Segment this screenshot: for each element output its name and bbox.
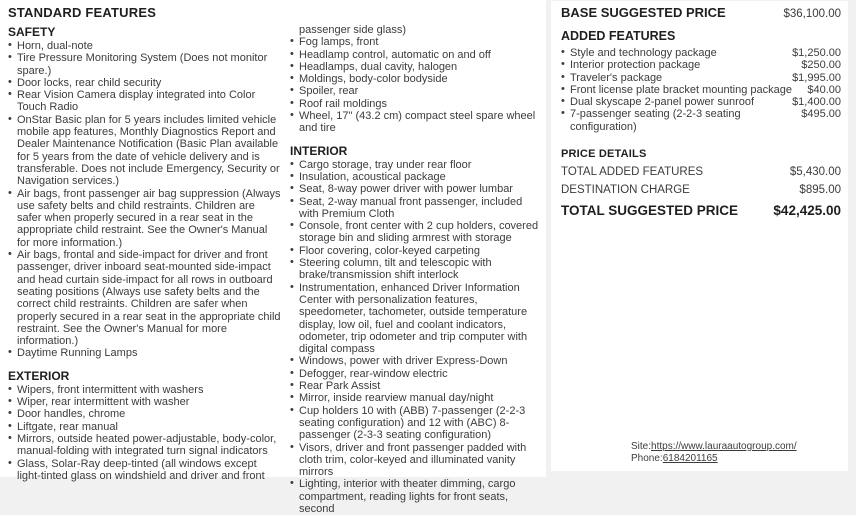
standard-features-title: STANDARD FEATURES — [8, 5, 157, 20]
feature-item: • Spoiler, rear — [290, 85, 542, 97]
total-suggested-price-label: TOTAL SUGGESTED PRICE — [561, 203, 739, 219]
total-suggested-price-amount: $42,425.00 — [773, 203, 841, 219]
feature-item: • Rear Vision Camera display integrated into Color Touch Radio — [8, 89, 282, 114]
feature-item: • Wheel, 17" (43.2 cm) compact steel spare wheel and tire — [290, 110, 542, 135]
feature-item: • Air bags, front passenger air bag suppression (Always use safety belts and child restraints. Children are safer when properly secured in a rear seat in the appropriate child restraint. See the Owner's Manual for more information.) — [8, 188, 282, 249]
price-line-item — [561, 108, 841, 133]
phone-label: Phone: — [631, 453, 663, 464]
interior-heading: INTERIOR — [290, 143, 348, 158]
price-details-heading: PRICE DETAILS — [561, 148, 647, 161]
feature-item: • Insulation, acoustical package — [290, 171, 542, 183]
feature-item: • Moldings, body-color bodyside — [290, 73, 542, 85]
base-price-amount: $36,100.00 — [783, 8, 841, 20]
phone-line — [631, 453, 797, 465]
price-item-amount: $1,995.00 — [792, 71, 841, 84]
feature-item: • Visors, driver and front passenger padded with cloth trim, color-keyed and illuminated vanity mirrors — [290, 442, 542, 479]
base-price-label: BASE SUGGESTED PRICE — [561, 5, 726, 20]
interior-feature-list — [290, 159, 542, 515]
price-item-amount: $40.00 — [807, 83, 841, 96]
feature-item: • Floor covering, color-keyed carpeting — [290, 245, 542, 257]
feature-item: • Seat, 8-way power driver with power lumbar — [290, 183, 542, 195]
base-price-row — [561, 5, 841, 20]
destination-charge-label: DESTINATION CHARGE — [561, 184, 690, 197]
price-item-amount: $250.00 — [801, 59, 841, 72]
added-features-heading: ADDED FEATURES — [561, 29, 676, 43]
dealer-contact-block — [631, 441, 797, 465]
feature-item: • Headlamp control, automatic on and off — [290, 49, 542, 61]
feature-item: • Wipers, front intermittent with washers — [8, 384, 282, 396]
feature-item: • Tire Pressure Monitoring System (Does not monitor spare.) — [8, 52, 282, 77]
destination-charge-amount: $895.00 — [799, 184, 841, 197]
price-item-amount: $1,250.00 — [792, 47, 841, 59]
added-features-list — [561, 47, 841, 133]
features-column-middle — [290, 21, 542, 515]
price-item-label: • Interior protection package — [570, 59, 701, 72]
feature-item: • Console, front center with 2 cup holders, covered storage bin and sliding armrest with storage — [290, 220, 542, 245]
safety-feature-list — [8, 40, 282, 360]
price-line-item — [561, 47, 841, 59]
feature-item: • Cup holders 10 with (ABB) 7-passenger (2-2-3 seating configuration) and 12 with (ABC) 8-passenger (2-3-3 seating configuration) — [290, 405, 542, 442]
feature-item: • Windows, power with driver Express-Down — [290, 355, 542, 367]
price-line-item — [561, 84, 841, 96]
price-item-label: • Front license plate bracket mounting package — [570, 83, 792, 96]
price-item-label: • 7-passenger seating (2-2-3 seating configuration) — [570, 108, 741, 133]
feature-item: • Door locks, rear child security — [8, 77, 282, 89]
feature-item: • Glass, Solar-Ray deep-tinted (all windows except light-tinted glass on windshield and driver and front — [8, 458, 282, 483]
feature-item: • Daytime Running Lamps — [8, 347, 282, 359]
feature-item: • Seat, 2-way manual front passenger, included with Premium Cloth — [290, 196, 542, 221]
feature-item: • Defogger, rear-window electric — [290, 368, 542, 380]
price-line-item — [561, 59, 841, 71]
feature-item: • Air bags, frontal and side-impact for driver and front passenger, driver inboard seat-mounted side-impact and head curtain side-impact for all rows in outboard seating positions (Always use safety belts and the correct child restraints. Children are safer when properly secured in a rear seat in the appropriate child restraint. See the Owner's Manual for more information.) — [8, 249, 282, 347]
price-item-amount: $495.00 — [801, 108, 841, 121]
total-added-features-row — [561, 166, 841, 178]
feature-item: • Roof rail moldings — [290, 98, 542, 110]
site-link[interactable]: https://www.lauraautogroup.com/ — [651, 441, 797, 452]
feature-item: • Mirror, inside rearview manual day/night — [290, 392, 542, 404]
exterior-continuation-line: passenger side glass) — [299, 24, 407, 36]
feature-columns — [8, 21, 546, 515]
feature-item: • Horn, dual-note — [8, 40, 282, 52]
site-line — [631, 441, 797, 453]
feature-item: • Liftgate, rear manual — [8, 421, 282, 433]
price-line-item — [561, 96, 841, 108]
phone-link[interactable]: 6184201165 — [662, 453, 718, 464]
price-item-amount: $1,400.00 — [792, 96, 841, 109]
site-label: Site: — [631, 441, 652, 452]
feature-item: • Headlamps, dual cavity, halogen — [290, 61, 542, 73]
exterior-feature-list-left — [8, 384, 282, 482]
feature-item: • Rear Park Assist — [290, 380, 542, 392]
total-suggested-price-row — [561, 203, 841, 218]
exterior-feature-list-right — [290, 36, 542, 134]
feature-item: • Mirrors, outside heated power-adjustable, body-color, manual-folding with integrated turn signal indicators — [8, 433, 282, 458]
feature-item: • OnStar Basic plan for 5 years includes limited vehicle mobile app features, Monthly Diagnostics Report and Dealer Maintenance Notification (Basic Plan available for 5 years from the date of vehicle delivery and is transferable. Does not include Emergency, Security or Navigation services.) — [8, 114, 282, 188]
price-item-label: • Dual skyscape 2-panel power sunroof — [570, 96, 755, 109]
total-added-features-amount: $5,430.00 — [789, 166, 841, 179]
price-item-label: • Traveler's package — [570, 71, 663, 84]
feature-item: • Steering column, tilt and telescopic with brake/transmission shift interlock — [290, 257, 542, 282]
destination-charge-row — [561, 184, 841, 196]
feature-item: • Lighting, interior with theater dimming, cargo compartment, reading lights for front seats, second — [290, 478, 542, 515]
price-summary-panel — [551, 1, 848, 471]
price-line-item — [561, 72, 841, 84]
feature-item: • Cargo storage, tray under rear floor — [290, 159, 542, 171]
exterior-heading: EXTERIOR — [8, 368, 70, 383]
total-added-features-label: TOTAL ADDED FEATURES — [561, 166, 704, 179]
safety-heading: SAFETY — [8, 25, 56, 39]
feature-item: • Instrumentation, enhanced Driver Information Center with personalization features, speedometer, tachometer, outside temperature display, low oil, fuel and coolant indicators, odometer, trip odometer and trip computer with digital compass — [290, 282, 542, 356]
feature-item: • Wiper, rear intermittent with washer — [8, 396, 282, 408]
feature-item: • Door handles, chrome — [8, 408, 282, 420]
features-column-left — [8, 21, 282, 515]
price-item-label: • Style and technology package — [570, 47, 717, 59]
feature-item: • Fog lamps, front — [290, 36, 542, 48]
